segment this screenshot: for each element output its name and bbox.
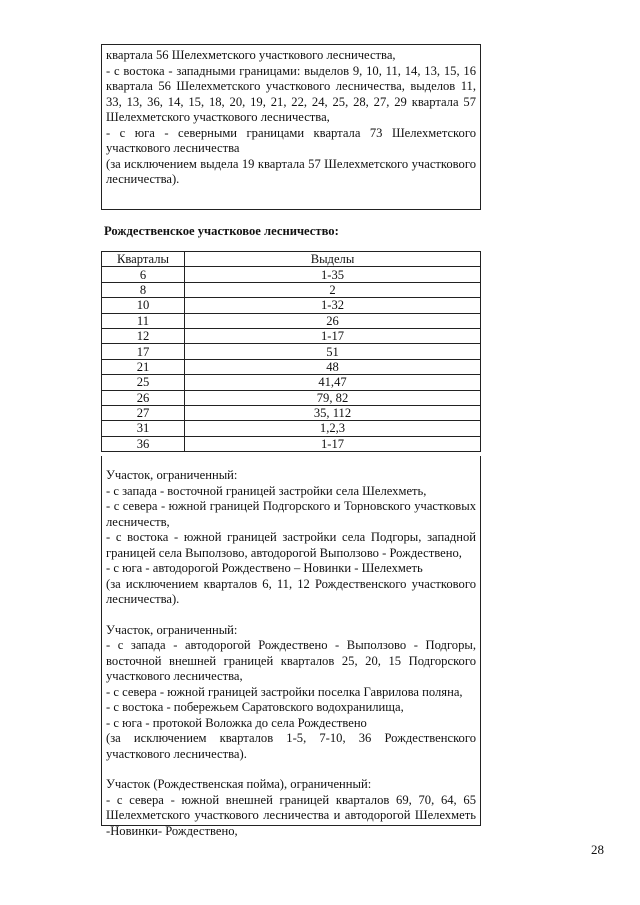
section-title: Участок, ограниченный: [106,468,238,482]
quarter-cell: 12 [102,328,185,343]
quarter-cell: 8 [102,282,185,297]
paragraph: квартала 56 Шелехметского участкового лесничества, [106,48,396,62]
paragraph: - с востока - западными границами: выделов 9, 10, 11, 14, 13, 15, 16 квартала 56 Шелехметского участкового лесничества, выделов 11, 33, 13, 36, 14, 15, 18, 20, 19, 21, 22, 24, 25, 28, 27, 29 квартала 57 Шелехметского участкового лесничества, [106,63,476,124]
table-header-row [102,252,481,267]
quarter-cell: 17 [102,344,185,359]
boundaries-text-block [101,456,481,838]
quarter-cell: 27 [102,405,185,420]
quarter-cell: 36 [102,436,185,451]
paragraph: (за исключением выдела 19 квартала 57 Шелехметского участкового лесничества). [106,156,476,186]
boundary-line: - с запада - восточной границей застройки села Шелехметь, [106,483,427,498]
boundary-line: - с востока - южной границей застройки села Подгоры, западной границей села Выползово, автодорогой Выползово - Рождествено, [106,530,476,560]
quarter-cell: 6 [102,267,185,282]
quarter-cell: 26 [102,390,185,405]
boundary-line: - с юга - автодорогой Рождествено – Новинки - Шелехметь [106,561,423,575]
table-row [102,298,481,313]
quarter-cell: 25 [102,375,185,390]
boundary-line: - с запада - автодорогой Рождествено - Выползово - Подгоры, восточной внешней границей кварталов 25, 20, 15 Подгорского участкового лесничества, [106,638,476,683]
table-row [102,267,481,282]
plots-cell: 1-32 [185,298,481,313]
boundary-line: - с юга - протокой Воложка до села Рождествено [106,715,367,730]
boundary-line: - с севера - южной внешней границей кварталов 69, 70, 64, 65 Шелехметского участкового лесничества и автодорогой Шелехметь -Новинки- Рождествено, [106,792,476,838]
plots-cell: 26 [185,313,481,328]
boundary-section [106,777,476,839]
table-row [102,405,481,420]
plots-cell: 1-17 [185,436,481,451]
table-row [102,375,481,390]
plots-cell: 1,2,3 [185,421,481,436]
column-header: Кварталы [102,252,185,267]
plots-cell: 35, 112 [185,405,481,420]
table-row [102,436,481,451]
page-number: 28 [591,842,604,857]
boundary-line: (за исключением кварталов 1-5, 7-10, 36 Рождественского участкового лесничества). [106,731,476,761]
quarters-table [101,251,481,452]
table-row [102,390,481,405]
boundary-line: - с севера - южной границей Подгорского и Торновского участковых лесничеств, [106,499,476,529]
boundary-line: (за исключением кварталов 6, 11, 12 Рождественского участкового лесничества). [106,576,476,606]
quarter-cell: 31 [102,421,185,436]
boundary-section [106,623,476,763]
plots-cell: 1-35 [185,267,481,282]
quarter-cell: 11 [102,313,185,328]
plots-cell: 79, 82 [185,390,481,405]
paragraph: - с юга - северными границами квартала 73 Шелехметского участкового лесничества [106,125,476,155]
table-row [102,359,481,374]
table-row [102,313,481,328]
section-title: Участок (Рождественская пойма), ограниченный: [106,777,372,791]
table-row [102,282,481,297]
table-row [102,344,481,359]
quarter-cell: 21 [102,359,185,374]
boundary-line: - с севера - южной границей застройки поселка Гаврилова поляна, [106,684,463,699]
boundary-line: - с востока - побережьем Саратовского водохранилища, [106,700,404,714]
plots-cell: 2 [185,282,481,297]
plots-cell: 1-17 [185,328,481,343]
column-header: Выделы [185,252,481,267]
plots-cell: 41,47 [185,375,481,390]
section-heading: Рождественское участковое лесничество: [104,224,339,238]
table-row [102,421,481,436]
plots-cell: 51 [185,344,481,359]
table-row [102,328,481,343]
quarter-cell: 10 [102,298,185,313]
boundary-section [106,468,476,608]
section-title: Участок, ограниченный: [106,622,238,637]
plots-cell: 48 [185,359,481,374]
continued-text-block [101,44,481,210]
